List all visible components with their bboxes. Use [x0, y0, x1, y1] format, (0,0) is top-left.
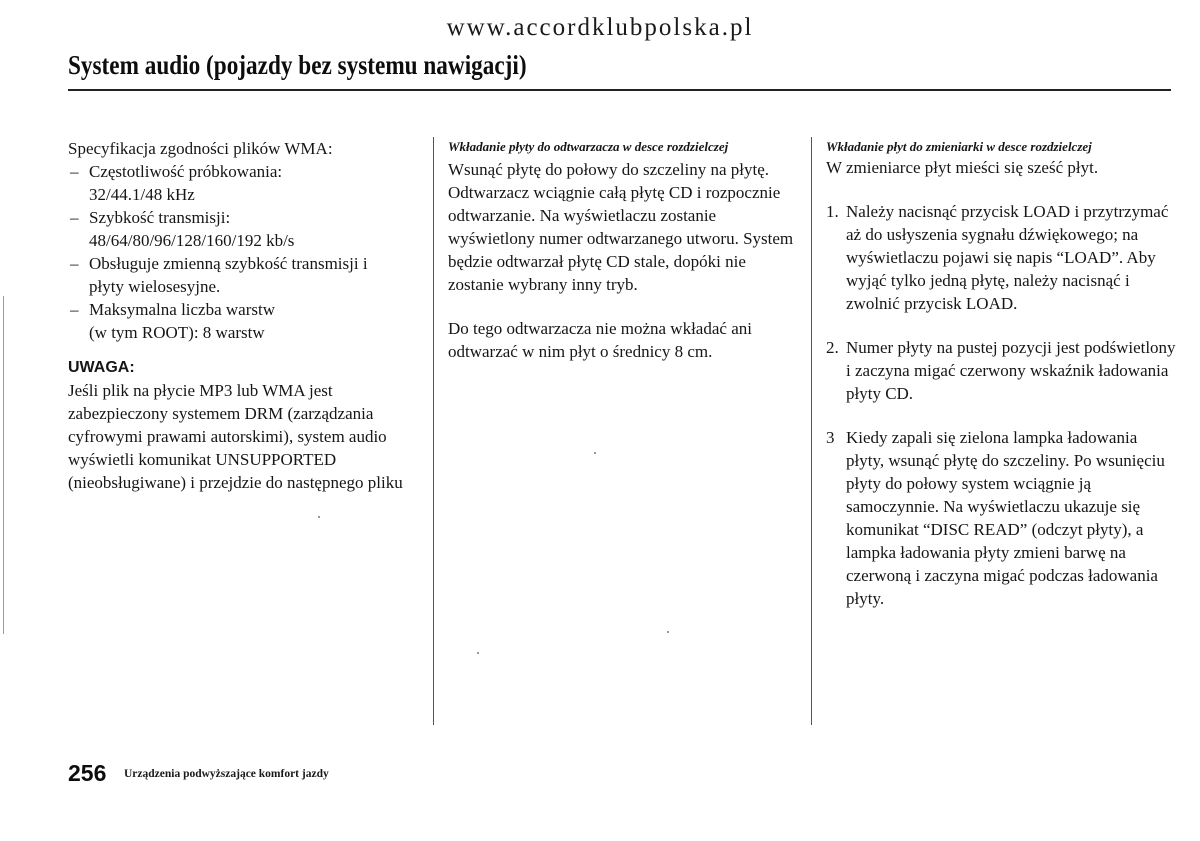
spec-heading: Specyfikacja zgodności plików WMA: [68, 139, 333, 158]
spec-item-value: płyty wielosesyjne. [89, 277, 221, 296]
dash-bullet: – [70, 208, 79, 227]
column-wma-spec [68, 137, 418, 494]
step-text: Kiedy zapali się zielona lampka ładowania płyty, wsunąć płytę do szczeliny. Po wsunięciu płyty do połowy system wciągnie ją samoczynnie. Na wyświetlaczu ukazuje się komunikat “DISC READ” (odczyt płyty), a lampka ładowania płyty zmieni barwę na czerwoną i zaczyna migać podczas ładowania płyty. [846, 428, 1165, 608]
spec-item-label: Częstotliwość próbkowania: [89, 162, 283, 181]
scan-speck [477, 652, 479, 654]
spec-item [68, 298, 418, 344]
spec-item [68, 252, 418, 298]
step-text: Numer płyty na pustej pozycji jest podświetlony i zaczyna migać czerwony wskaźnik ładowania płyty CD. [846, 338, 1176, 403]
column-divider-right [811, 137, 812, 725]
step-number: 1. [826, 202, 839, 221]
changer-intro: W zmieniarce płyt mieści się sześć płyt. [826, 158, 1099, 177]
spec-item-label: Maksymalna liczba warstw [89, 300, 275, 319]
scan-speck [318, 516, 320, 518]
note-heading: UWAGA: [68, 359, 135, 376]
dash-bullet: – [70, 162, 79, 181]
scan-speck [594, 452, 596, 454]
single-player-heading: Wkładanie płyty do odtwarzacza w desce rozdzielczej [448, 139, 729, 154]
header-rule [68, 89, 1171, 91]
footer-section-title: Urządzenia podwyższające komfort jazdy [124, 768, 329, 780]
spec-list [68, 160, 418, 344]
changer-step [826, 336, 1176, 405]
dash-bullet: – [70, 300, 79, 319]
single-player-paragraph-1: Wsunąć płytę do połowy do szczeliny na płytę. Odtwarzacz wciągnie całą płytę CD i rozpocznie odtwarzanie. Na wyświetlaczu zostanie wyświetlony numer odtwarzanego utworu. System będzie odtwarzał płytę CD stale, dopóki nie zostanie wybrany inny tryb. [448, 160, 794, 294]
column-divider-left [433, 137, 434, 725]
note-text: Jeśli plik na płycie MP3 lub WMA jest zabezpieczony systemem DRM (zarządzania cyfrowymi prawami autorskimi), system audio wyświetli komunikat UNSUPPORTED (nieobsługiwane) i przejdzie do następnego pliku [68, 381, 403, 492]
spec-item [68, 206, 418, 252]
page-number: 256 [68, 760, 107, 786]
spec-item-value: 32/44.1/48 kHz [89, 185, 195, 204]
spec-item-value: (w tym ROOT): 8 warstw [89, 323, 265, 342]
spec-item-label: Obsługuje zmienną szybkość transmisji i [89, 254, 368, 273]
scan-speck [667, 631, 669, 633]
spec-item [68, 160, 418, 206]
column-changer [826, 137, 1176, 610]
changer-step [826, 200, 1176, 315]
changer-step [826, 426, 1176, 610]
spec-item-label: Szybkość transmisji: [89, 208, 231, 227]
dash-bullet: – [70, 254, 79, 273]
page-title: System audio (pojazdy bez systemu nawigacji) [68, 50, 527, 80]
spec-item-value: 48/64/80/96/128/160/192 kb/s [89, 231, 295, 250]
step-number: 2. [826, 338, 839, 357]
single-player-paragraph-2: Do tego odtwarzacza nie można wkładać ani odtwarzać w nim płyt o średnicy 8 cm. [448, 319, 752, 361]
step-text: Należy nacisnąć przycisk LOAD i przytrzymać aż do usłyszenia sygnału dźwiękowego; na wyświetlaczu pojawi się napis “LOAD”. Aby wyjąć tylko jedną płytę, należy nacisnąć i zwolnić przycisk LOAD. [846, 202, 1169, 313]
step-number: 3 [826, 428, 835, 447]
website-url: www.accordklubpolska.pl [446, 14, 754, 41]
page-edge-mark [3, 296, 4, 634]
column-single-player [448, 137, 798, 363]
changer-heading: Wkładanie płyt do zmieniarki w desce rozdzielczej [826, 139, 1092, 154]
changer-steps [826, 200, 1176, 610]
